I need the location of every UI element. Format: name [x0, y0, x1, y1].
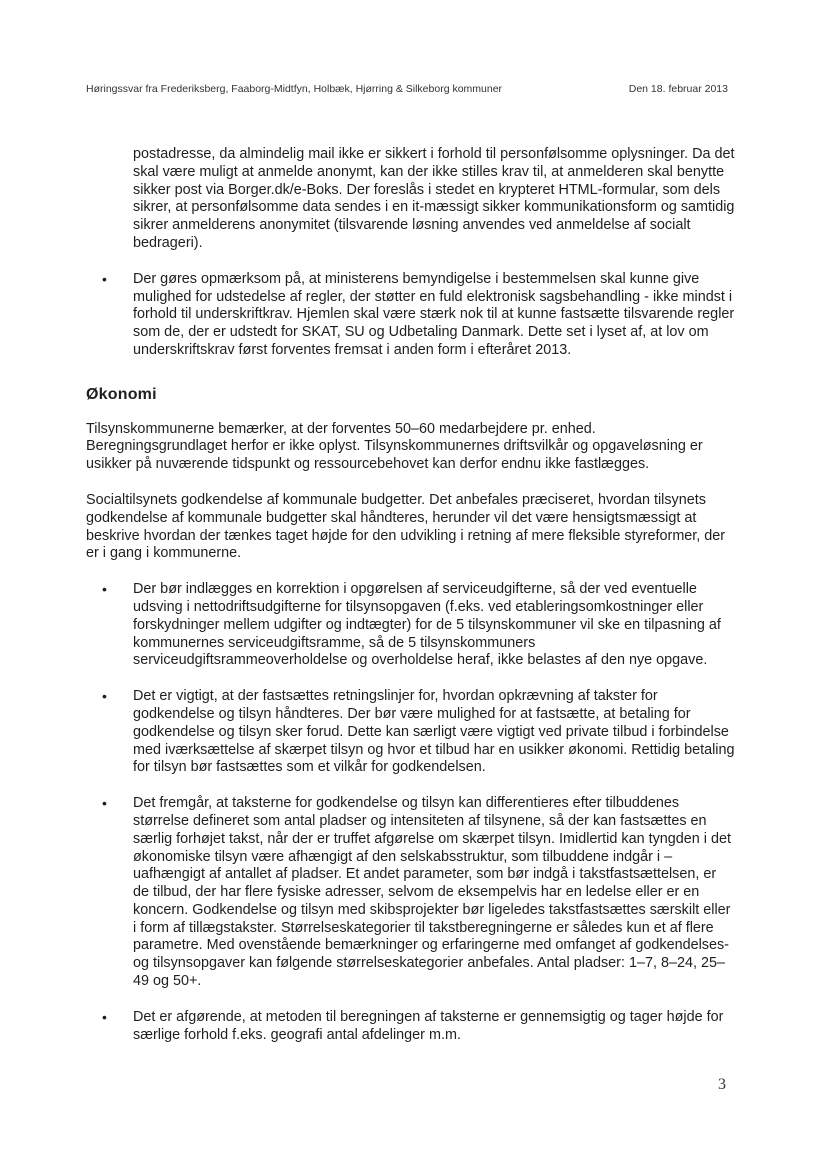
bullet-icon: •: [102, 581, 107, 598]
list-item: [86, 581, 736, 670]
list-item-text: Det er afgørende, at metoden til beregningen af taksterne er gennemsigtig og tager højde for særlige forhold f.eks. geografi antal afdelinger m.m.: [133, 1008, 724, 1043]
body-paragraph: Tilsynskommunerne bemærker, at der forventes 50–60 medarbejdere pr. enhed. Beregningsgrundlaget herfor er ikke oplyst. Tilsynskommunernes driftsvilkår og opgaveløsning er usikker på nuværende tidspunkt og ressourcebehovet kan derfor endnu ikke fastlægges.: [86, 420, 703, 473]
list-item: [86, 795, 736, 991]
list-item-text: Der bør indlægges en korrektion i opgørelsen af serviceudgifterne, så der ved eventuelle udsving i nettodriftsudgifterne for tilsynsopgaven (f.eks. ved etableringsomkostninger eller forskydninger mellem udgifter og indtægter) for de 5 tilsynskommuner vil ske en tilpasning af kommunernes serviceudgiftsramme, så de 5 tilsynskommuners serviceudgiftsrammeoverholdelse og overholdelse heraf, ikke belastes af den nye opgave.: [133, 581, 721, 669]
bullet-icon: •: [102, 270, 107, 287]
body-paragraph: Socialtilsynets godkendelse af kommunale budgetter. Det anbefales præciseret, hvordan tilsynets godkendelse af kommunale budgetter skal håndteres, herunder vil det være hensigtsmæssigt at beskrive hvordan der tænkes taget højde for den udvikling i retning af mere fleksible styreformer, der er i gang i kommunerne.: [86, 491, 726, 562]
intro-paragraph: postadresse, da almindelig mail ikke er sikkert i forhold til personfølsomme oplysninger. Da det skal være muligt at anmelde anonymt, kan der ikke stilles krav til, at anmelderen skal benytte sikker post via Borger.dk/e-Boks. Der foreslås i stedet en krypteret HTML-formular, som dels sikrer, at personfølsomme data sendes i en it-mæssigt sikker kommunikationsform og samtidig sikrer anmelderens anonymitet (tilsvarende løsning anvendes ved anmeldelse af socialt bedrageri).: [133, 146, 735, 251]
list-item: [86, 688, 736, 777]
list-item-text: Det er vigtigt, at der fastsættes retningslinjer for, hvordan opkrævning af takster for godkendelse og tilsyn håndteres. Der bør være mulighed for at fastsætte, at betaling for godkendelse og tilsyn sker forud. Dette kan særligt være vigtigt ved private tilbud i forbindelse med iværksættelse af skærpet tilsyn og hvor et tilbud har en usikker økonomi. Rettidig betaling for tilsyn bør fastsættes som et vilkår for godkendelsen.: [133, 688, 735, 776]
bullet-icon: •: [102, 688, 107, 705]
page-number: 3: [718, 1076, 726, 1093]
list-item: [86, 1009, 736, 1045]
bullet-icon: •: [102, 795, 107, 812]
section-heading: Økonomi: [86, 385, 157, 403]
header-date: Den 18. februar 2013: [628, 83, 728, 95]
list-item-text: Der gøres opmærksom på, at ministerens bemyndigelse i bestemmelsen skal kunne give mulighed for udstedelse af regler, der støtter en fuld elektronisk sagsbehandling - ikke mindst i forhold til underskriftkrav. Hjemlen skal være stærk nok til at kunne fastsætte tilsvarende regler som de, der er udstedt for SKAT, SU og Udbetaling Danmark. Dette set i lyset af, at lov om underskriftskrav først forventes fremsat i anden form i efteråret 2013.: [133, 270, 735, 358]
bullet-icon: •: [102, 1008, 107, 1025]
header-title: Høringssvar fra Frederiksberg, Faaborg-Midtfyn, Holbæk, Hjørring & Silkeborg kommuner: [86, 83, 503, 95]
list-item-text: Det fremgår, at taksterne for godkendelse og tilsyn kan differentieres efter tilbuddenes størrelse defineret som antal pladser og intensiteten af tilsynene, så der kan fastsættes en særlig forhøjet takst, når der er truffet afgørelse om skærpet tilsyn. Imidlertid kan tyngden i det økonomiske tilsyn være afhængigt af den selskabsstruktur, som tilbuddene indgår i – uafhængigt af antallet af pladser. Et andet parameter, som bør indgå i takstfastsættelsen, er de tilbud, der har flere fysiske adresser, selvom de eksempelvis har en ledelse eller er en koncern. Godkendelse og tilsyn med skibsprojekter bør ligeledes takstfastsættes særskilt eller i form af tillægstakster. Størrelseskategorier til takstberegningerne er således kun et af flere parametre. Med ovenstående bemærkninger og erfaringerne med omfanget af godkendelses- og tilsynsopgaver kan følgende størrelseskategorier anbefales. Antal pladser: 1–7, 8–24, 25–49 og 50+.: [133, 795, 731, 990]
list-item: [86, 271, 736, 360]
document-body: [86, 146, 736, 1044]
